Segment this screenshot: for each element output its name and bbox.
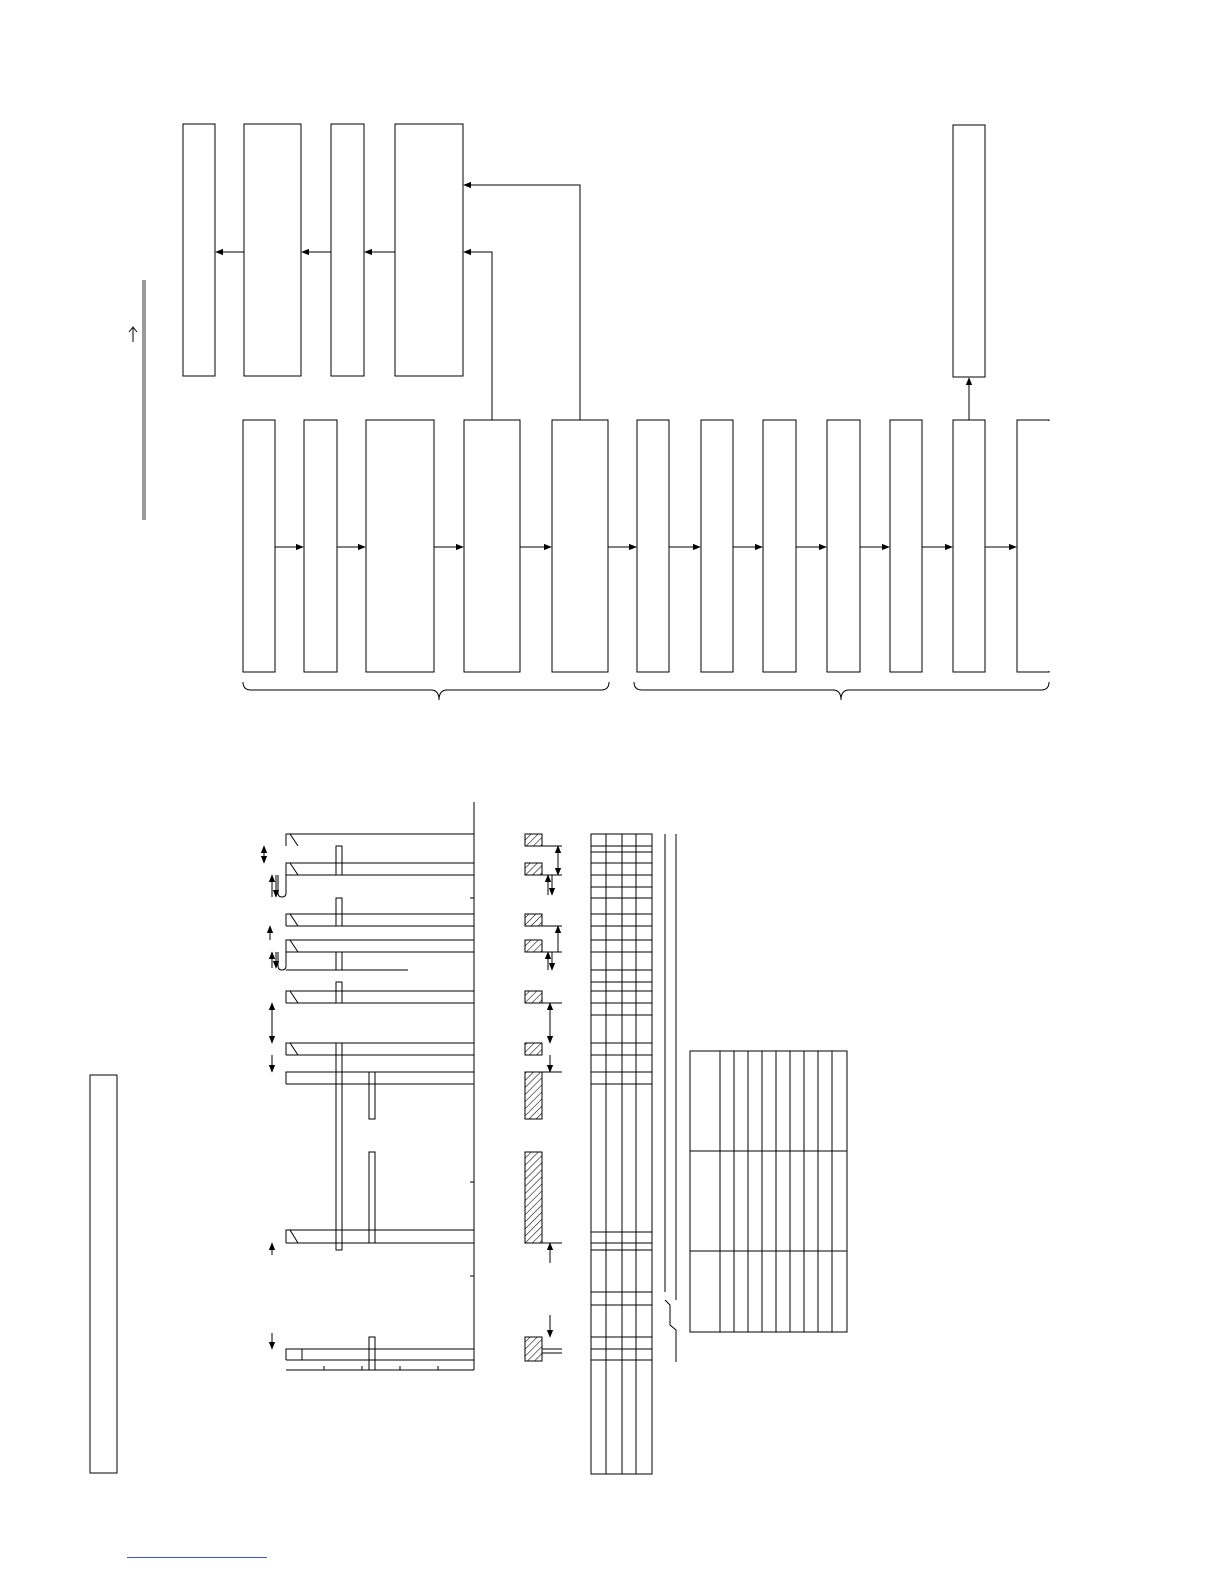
margin-accent-bar [142,280,146,520]
bit-table [591,834,652,1474]
lower-block-9 [827,420,860,672]
lower-block-10 [890,420,922,672]
lower-block-chain [243,420,1049,672]
upper-block-2 [244,124,301,376]
upper-right-block [953,125,985,377]
brace-left-group [243,682,609,700]
footer-link-rule [127,1557,267,1558]
lower-block-8 [763,420,796,672]
lower-block-2 [304,420,337,672]
upper-block-4 [395,124,463,376]
upper-block-1 [183,124,215,376]
lower-block-7 [701,420,733,672]
side-grid [690,1051,847,1332]
feedback-connector-outer [464,185,580,420]
lower-block-4 [464,420,520,672]
lower-block-5 [552,420,608,672]
side-caption-frame [90,1075,117,1473]
hatched-bar-column [525,834,562,1361]
lower-block-1 [243,420,275,672]
upper-block-3 [331,124,364,376]
lower-block-11 [953,420,985,672]
signal-line-3 [665,1300,676,1362]
lower-block-12 [1017,420,1049,672]
lower-block-6 [637,420,669,672]
feedback-connector-inner [464,252,492,420]
lower-block-3 [366,420,434,672]
upper-block-chain [183,124,580,420]
direction-arrow-icon [129,327,137,342]
timing-chart [264,802,474,1370]
brace-right-group [634,682,1049,700]
